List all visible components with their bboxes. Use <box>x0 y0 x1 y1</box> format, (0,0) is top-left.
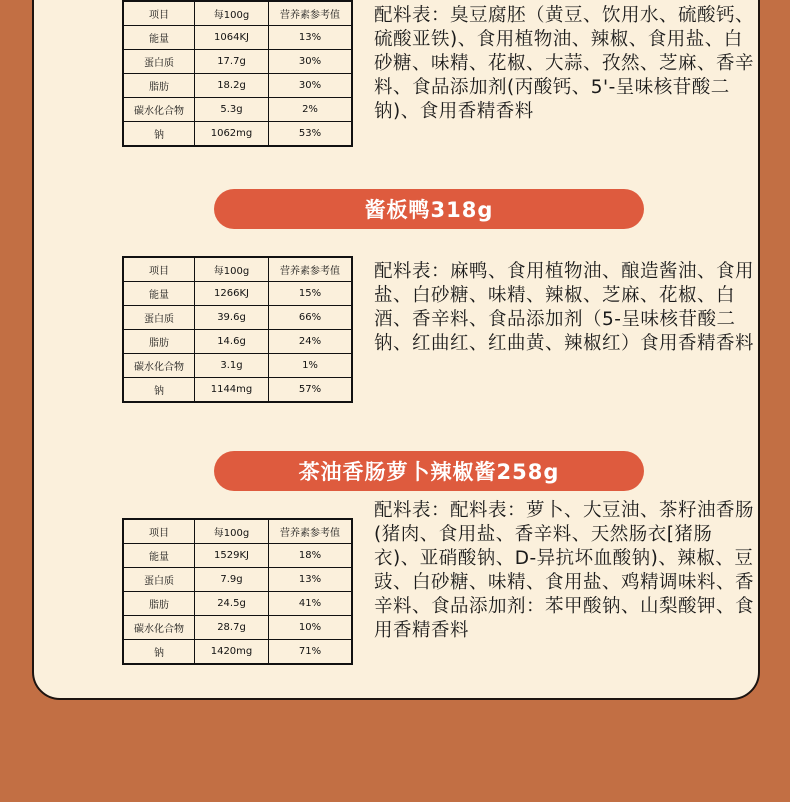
row-value: 1420mg <box>195 640 269 665</box>
row-label: 脂肪 <box>123 592 195 616</box>
row-nrv: 30% <box>269 50 353 74</box>
row-value: 3.1g <box>195 354 269 378</box>
row-nrv: 13% <box>269 26 353 50</box>
row-label: 钠 <box>123 122 195 147</box>
row-value: 7.9g <box>195 568 269 592</box>
table-row <box>123 640 352 665</box>
row-label: 碳水化合物 <box>123 616 195 640</box>
table-row <box>123 616 352 640</box>
table-header-row <box>123 519 352 544</box>
header-item: 项目 <box>123 1 195 26</box>
row-label: 蛋白质 <box>123 568 195 592</box>
row-nrv: 2% <box>269 98 353 122</box>
row-label: 蛋白质 <box>123 50 195 74</box>
row-value: 5.3g <box>195 98 269 122</box>
row-label: 蛋白质 <box>123 306 195 330</box>
row-value: 39.6g <box>195 306 269 330</box>
row-value: 24.5g <box>195 592 269 616</box>
content-card <box>32 0 760 700</box>
row-nrv: 18% <box>269 544 353 568</box>
row-value: 18.2g <box>195 74 269 98</box>
row-value: 1062mg <box>195 122 269 147</box>
row-label: 钠 <box>123 640 195 665</box>
row-value: 14.6g <box>195 330 269 354</box>
table-row <box>123 282 352 306</box>
row-nrv: 30% <box>269 74 353 98</box>
row-label: 能量 <box>123 26 195 50</box>
row-label: 脂肪 <box>123 330 195 354</box>
table-row <box>123 330 352 354</box>
nutrition-table <box>122 518 353 665</box>
table-row <box>123 544 352 568</box>
row-nrv: 24% <box>269 330 353 354</box>
table-row <box>123 26 352 50</box>
table-row <box>123 354 352 378</box>
table-row <box>123 568 352 592</box>
header-per-100g: 每100g <box>195 257 269 282</box>
row-nrv: 13% <box>269 568 353 592</box>
row-nrv: 53% <box>269 122 353 147</box>
row-label: 碳水化合物 <box>123 98 195 122</box>
row-label: 脂肪 <box>123 74 195 98</box>
header-nrv: 营养素参考值 <box>269 1 353 26</box>
header-nrv: 营养素参考值 <box>269 257 353 282</box>
header-per-100g: 每100g <box>195 1 269 26</box>
row-nrv: 41% <box>269 592 353 616</box>
nutrition-table <box>122 256 353 403</box>
row-label: 钠 <box>123 378 195 403</box>
ingredients-text: 配料表：麻鸭、食用植物油、酿造酱油、食用盐、白砂糖、味精、辣椒、芝麻、花椒、白酒、香辛料、食品添加剂（5-呈味核苷酸二钠、红曲红、红曲黄、辣椒红）食用香精香料 <box>374 261 755 354</box>
row-nrv: 1% <box>269 354 353 378</box>
header-per-100g: 每100g <box>195 519 269 544</box>
ingredients-text: 配料表：臭豆腐胚（黄豆、饮用水、硫酸钙、硫酸亚铁)、食用植物油、辣椒、食用盐、白砂糖、味精、花椒、大蒜、孜然、芝麻、香辛料、食品添加剂(丙酸钙、5'-呈味核苷酸二钠)、食用香精香料 <box>374 5 755 122</box>
row-label: 能量 <box>123 544 195 568</box>
nutrition-table <box>122 0 353 147</box>
table-row <box>123 378 352 403</box>
row-value: 1144mg <box>195 378 269 403</box>
row-label: 能量 <box>123 282 195 306</box>
row-nrv: 10% <box>269 616 353 640</box>
row-nrv: 57% <box>269 378 353 403</box>
header-item: 项目 <box>123 519 195 544</box>
row-nrv: 66% <box>269 306 353 330</box>
row-value: 28.7g <box>195 616 269 640</box>
row-value: 1266KJ <box>195 282 269 306</box>
row-label: 碳水化合物 <box>123 354 195 378</box>
row-value: 1064KJ <box>195 26 269 50</box>
row-nrv: 15% <box>269 282 353 306</box>
table-row <box>123 592 352 616</box>
product-title-banner: 茶油香肠萝卜辣椒酱258g <box>214 451 644 491</box>
product-title-banner: 酱板鸭318g <box>214 189 644 229</box>
table-row <box>123 306 352 330</box>
row-value: 17.7g <box>195 50 269 74</box>
header-item: 项目 <box>123 257 195 282</box>
header-nrv: 营养素参考值 <box>269 519 353 544</box>
table-header-row <box>123 257 352 282</box>
table-row <box>123 50 352 74</box>
table-row <box>123 122 352 147</box>
table-row <box>123 98 352 122</box>
row-value: 1529KJ <box>195 544 269 568</box>
ingredients-text: 配料表：配料表：萝卜、大豆油、茶籽油香肠(猪肉、食用盐、香辛料、天然肠衣[猪肠衣)、亚硝酸钠、D-异抗坏血酸钠)、辣椒、豆豉、白砂糖、味精、食用盐、鸡精调味料、香辛料、食品添加剂：苯甲酸钠、山梨酸钾、食用香精香料 <box>374 500 755 641</box>
table-header-row <box>123 1 352 26</box>
row-nrv: 71% <box>269 640 353 665</box>
table-row <box>123 74 352 98</box>
